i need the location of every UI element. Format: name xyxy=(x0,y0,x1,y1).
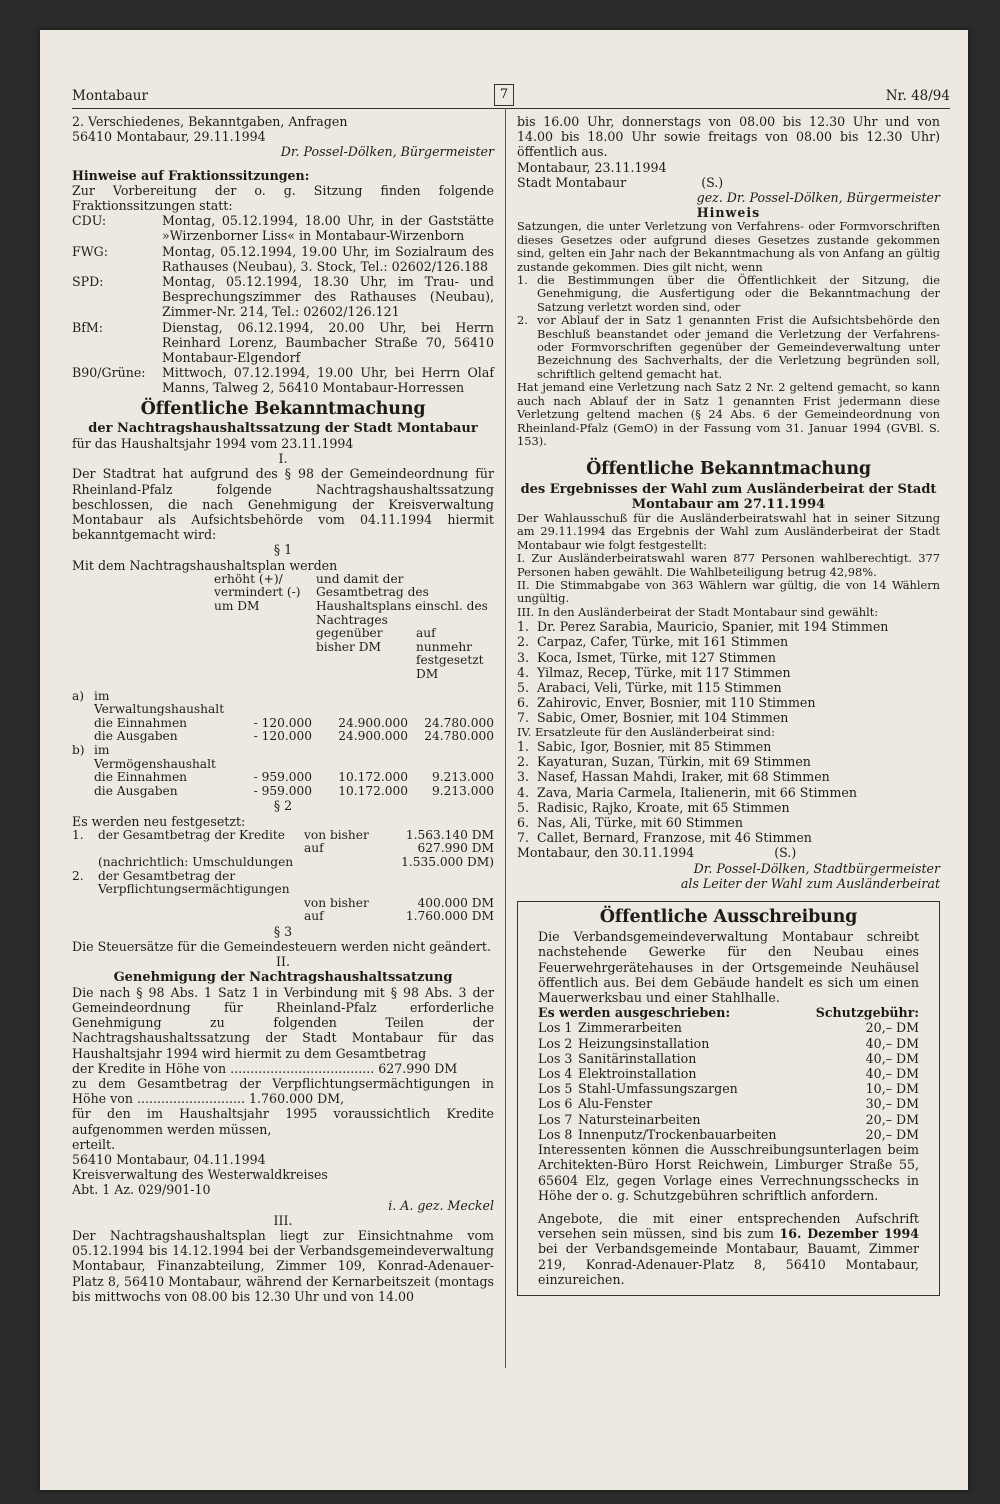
agenda-date: 56410 Montabaur, 29.11.1994 xyxy=(72,129,266,145)
elected-list xyxy=(517,619,940,725)
genehmigung-line: der Kredite in Höhe von .................................... 627.990 DM xyxy=(72,1060,458,1076)
list-text: Sabic, Omer, Bosnier, mit 104 Stimmen xyxy=(537,710,789,726)
fraktion-details: Montag, 05.12.1994, 18.30 Uhr, im Trau- und Besprechungszimmer des Rathauses (Neubau), Zimmer-Nr. 214, Tel.: 02602/126.121 xyxy=(162,274,494,320)
fraktion-row xyxy=(72,213,494,243)
auslegung-org xyxy=(517,175,940,190)
agenda-signature: Dr. Possel-Dölken, Bürgermeister xyxy=(280,144,494,160)
ausschreibung-text-3 xyxy=(538,1211,919,1287)
hinweis-heading: Hinweis xyxy=(696,205,761,221)
wahl-text: Der Wahlausschuß für die Ausländerbeiratswahl hat in seiner Sitzung am 29.11.1994 das Ergebnis der Wahl zum Ausländerbeirat der Stadt Montabaur wie folgt festgestellt: xyxy=(517,510,940,552)
los-fee: 40,– DM xyxy=(865,1035,919,1051)
list-item xyxy=(538,1036,919,1051)
los-name: Innenputz/Trockenbauarbeiten xyxy=(578,1126,777,1142)
fraktion-row xyxy=(72,365,494,395)
seal-mark: (S.) xyxy=(774,845,797,861)
left-column xyxy=(72,114,494,1304)
list-text: Nasef, Hassan Mahdi, Iraker, mit 68 Stimmen xyxy=(537,769,830,785)
los-name: Heizungsinstallation xyxy=(578,1035,710,1051)
list-text: die Bestimmungen über die Öffentlichkeit der Sitzung, die Genehmigung, die Ausfertigung oder die Bekanntmachung der Satzung verletzt worden sind, oder xyxy=(537,273,940,314)
cell-value: 10.172.000 xyxy=(338,770,408,785)
list-text: Nas, Ali, Türke, mit 60 Stimmen xyxy=(537,815,744,831)
list-text: vor Ablauf der in Satz 1 genannten Frist die Aufsichtsbehörde den Beschluß beanstandet oder jemand die Verletzung der Verfahrens- oder Formvorschriften gegenüber der Gemeindeverwaltung unter Bezeichnung des Sachverhalts, der die Verletzung begründen soll, schriftlich geltend gemacht hat. xyxy=(537,313,940,381)
los-number: Los 6 xyxy=(538,1096,573,1112)
list-item xyxy=(538,1112,919,1127)
genehmigung-line: erteilt. xyxy=(72,1136,116,1152)
los-name: Zimmerarbeiten xyxy=(578,1020,682,1036)
genehmigung-az: Abt. 1 Az. 029/901-10 xyxy=(72,1182,211,1198)
paragraph-3-heading: § 3 xyxy=(273,923,293,939)
list-text: Arabaci, Veli, Türke, mit 115 Stimmen xyxy=(537,680,782,695)
wahl-result-1: I. Zur Ausländerbeiratswahl waren 877 Personen wahlberechtigt. 377 Personen haben gewählt. Die Wahlbeteiligung betrug 42,98%. xyxy=(517,551,940,579)
hinweis-text: Satzungen, die unter Verletzung von Verfahrens- oder Formvorschriften dieses Gesetzes oder aufgrund dieses Gesetzes zustande gekommen sind, gelten ein Jahr nach der Bekanntmachung als von Anfang an gültig zustande gekommen. Dies gilt nicht, wenn xyxy=(517,219,940,274)
list-text: Koca, Ismet, Türke, mit 127 Stimmen xyxy=(537,649,776,665)
deadline-suffix: bei der Verbandsgemeinde Montabaur, Bauamt, Zimmer 219, Konrad-Adenauer-Platz 8, 56410 Montabaur, einzureichen. xyxy=(538,1241,919,1287)
lose-header-left: Es werden ausgeschrieben: xyxy=(538,1005,731,1021)
fraktion-details: Dienstag, 06.12.1994, 20.00 Uhr, bei Herrn Reinhard Lorenz, Baumbacher Straße 70, 56410 Montabaur-Elgendorf xyxy=(162,319,494,366)
cell-label: die Ausgaben xyxy=(94,729,178,744)
header-town: Montabaur xyxy=(72,88,148,104)
genehmigung-text: Die nach § 98 Abs. 1 Satz 1 in Verbindung mit § 98 Abs. 3 der Gemeindeordnung für Rheinland-Pfalz erforderliche Genehmigung zu folgenden Teilen der Nachtragshaushaltssatzung der Stadt Montabaur für das Haushaltsjahr 1994 wird hiermit zu dem Gesamtbetrag xyxy=(72,984,494,1061)
item-to: auf xyxy=(304,841,324,856)
los-fee: 20,– DM xyxy=(865,1020,919,1036)
hinweis-end: Hat jemand eine Verletzung nach Satz 2 Nr. 2 geltend gemacht, so kann auch nach Ablauf der in Satz 1 genannten Frist jedermann diese Verletzung geltend machen (§ 24 Abs. 6 der Gemeindeordnung von Rheinland-Pfalz (GemO) in der Fassung vom 31. Januar 1994 (GVBl. S. 153). xyxy=(517,380,940,448)
list-number: 4. xyxy=(517,784,530,800)
wahl-date-line xyxy=(517,845,940,860)
list-item xyxy=(517,619,940,634)
list-number: 1. xyxy=(517,739,530,755)
list-item xyxy=(538,1096,919,1111)
list-item xyxy=(517,695,940,710)
item-number: 2. xyxy=(72,868,84,883)
table-row xyxy=(72,785,494,799)
los-fee: 40,– DM xyxy=(865,1050,919,1066)
paragraph-3-text: Die Steuersätze für die Gemeindesteuern werden nicht geändert. xyxy=(72,939,491,955)
budget-table xyxy=(72,573,494,799)
list-text: Radisic, Rajko, Kroate, mit 65 Stimmen xyxy=(537,799,790,815)
list-text: Yilmaz, Recep, Türke, mit 117 Stimmen xyxy=(537,664,791,680)
list-item xyxy=(538,1081,919,1096)
list-item xyxy=(517,274,940,314)
deadline-prefix: Angebote, die mit einer entsprechenden Aufschrift versehen sein müssen, sind bis zum xyxy=(538,1210,919,1242)
cell-value: 24.780.000 xyxy=(424,729,494,744)
list-item xyxy=(538,1066,919,1081)
list-number: 5. xyxy=(517,799,530,815)
row-label-vermoegen-text: im Vermögenshaushalt xyxy=(94,743,216,771)
ausschreibung-text-2: Interessenten können die Ausschreibungsunterlagen beim Architekten-Büro Horst Reichwein, Limburger Straße 55, 65604 Elz, gegen Vorlage eines Verrechnungsschecks in Höhe der o. g. Schutzgebühren schriftlich anfordern. xyxy=(538,1142,919,1203)
list-item xyxy=(517,815,940,830)
lose-list xyxy=(538,1020,919,1142)
los-number: Los 7 xyxy=(538,1111,573,1127)
table-row xyxy=(72,730,494,744)
list-item xyxy=(517,739,940,754)
fraktion-details: Montag, 05.12.1994, 18.00 Uhr, in der Gaststätte »Wirzenborner Liss« in Montabaur-Wirzenborn xyxy=(162,213,494,244)
bekanntmachung-title: Öffentliche Bekanntmachung xyxy=(140,398,426,419)
list-item xyxy=(517,785,940,800)
col-header-change: erhöht (+)/ vermindert (-) um DM xyxy=(214,571,301,614)
list-item xyxy=(517,634,940,649)
item-note: (nachrichtlich: Umschuldungen xyxy=(98,854,294,869)
cell-value: - 959.000 xyxy=(253,783,312,798)
list-number: 1. xyxy=(517,273,528,288)
list-item xyxy=(517,710,940,725)
fraktion-row xyxy=(72,244,494,274)
wahl-result-4: IV. Ersatzleute für den Ausländerbeirat sind: xyxy=(517,724,775,739)
list-text: Dr. Perez Sarabia, Mauricio, Spanier, mit 194 Stimmen xyxy=(537,619,889,635)
cell-value: 24.780.000 xyxy=(424,715,494,730)
list-number: 6. xyxy=(517,815,530,831)
cell-label: die Einnahmen xyxy=(94,715,188,730)
item-value: 1.760.000 DM xyxy=(405,909,494,924)
los-name: Alu-Fenster xyxy=(578,1096,653,1112)
item-from: von bisher xyxy=(304,895,369,910)
list-text: Carpaz, Cafer, Türke, mit 161 Stimmen xyxy=(537,634,789,650)
paragraph-intro: Der Stadtrat hat aufgrund des § 98 der Gemeindeordnung für Rheinland-Pfalz folgende Nachtragshaushaltssatzung beschlossen, die nach Genehmigung der Kreisverwaltung Montabaur als Aufsichtsbehörde vom 04.11.1994 hiermit bekanntgemacht wird: xyxy=(72,466,494,543)
fraktion-party: FWG: xyxy=(72,243,108,259)
wahl-subtitle: des Ergebnisses der Wahl zum Ausländerbeirat der Stadt Montabaur am 27.11.1994 xyxy=(520,481,937,512)
list-number: 6. xyxy=(517,695,530,711)
paragraph-2-heading: § 2 xyxy=(273,798,293,814)
fraktion-heading: Hinweise auf Fraktionssitzungen: xyxy=(72,167,310,183)
list-item xyxy=(538,1127,919,1142)
genehmigung-org: Kreisverwaltung des Westerwaldkreises xyxy=(72,1167,328,1183)
genehmigung-date: 56410 Montabaur, 04.11.1994 xyxy=(72,1152,266,1167)
list-text: Zahirovic, Enver, Bosnier, mit 110 Stimmen xyxy=(537,695,816,711)
cell-value: 24.900.000 xyxy=(338,729,408,744)
newspaper-page xyxy=(40,30,968,1490)
item-label: der Gesamtbetrag der Verpflichtungsermächtigungen xyxy=(98,868,290,897)
fraktion-party: BfM: xyxy=(72,319,104,335)
wahl-signature: Dr. Possel-Dölken, Stadtbürgermeister xyxy=(693,860,940,876)
table-row xyxy=(72,771,494,785)
auslegung-date: Montabaur, 23.11.1994 xyxy=(517,159,667,175)
fraktion-row xyxy=(72,320,494,366)
fraktion-list xyxy=(72,213,494,395)
los-name: Elektroinstallation xyxy=(578,1066,697,1082)
lose-header xyxy=(538,1005,919,1020)
los-number: Los 3 xyxy=(538,1050,573,1066)
page-number: 7 xyxy=(494,84,514,106)
auslegung-text: Der Nachtragshaushaltsplan liegt zur Einsichtnahme vom 05.12.1994 bis 14.12.1994 bei der Verbandsgemeindeverwaltung Montabaur, Finanzabteilung, Zimmer 109, Konrad-Adenauer-Platz 8, 56410 Montabaur, während der Kernarbeitszeit (montags bis mittwochs von 08.00 bis 12.30 Uhr und von 14.00 xyxy=(72,1228,494,1304)
wahl-date: Montabaur, den 30.11.1994 xyxy=(517,845,695,861)
paragraph-1-heading: § 1 xyxy=(273,542,293,558)
bekanntmachung-subtitle: der Nachtragshaushaltssatzung der Stadt Montabaur xyxy=(88,420,478,436)
fraktion-party: SPD: xyxy=(72,274,104,290)
los-number: Los 4 xyxy=(538,1066,573,1082)
cell-value: 9.213.000 xyxy=(431,783,494,798)
list-item xyxy=(517,769,940,784)
los-fee: 10,– DM xyxy=(865,1081,919,1097)
right-column xyxy=(517,114,940,1296)
item-value: 400.000 DM xyxy=(417,895,494,910)
list-item xyxy=(517,754,940,769)
item-value: 1.563.140 DM xyxy=(405,827,494,842)
cell-value: - 120.000 xyxy=(253,729,312,744)
los-number: Los 2 xyxy=(538,1035,573,1051)
section-roman-3: III. xyxy=(273,1212,293,1228)
list-text: Kayaturan, Suzan, Türkin, mit 69 Stimmen xyxy=(537,754,811,770)
credit-table xyxy=(72,829,494,924)
cell-value: 24.900.000 xyxy=(338,715,408,730)
list-item xyxy=(538,1051,919,1066)
list-number: 2. xyxy=(517,754,530,770)
wahl-result-2: II. Die Stimmabgabe von 363 Wählern war gültig, die von 14 Wählern ungültig. xyxy=(517,577,940,606)
ausschreibung-text: Die Verbandsgemeindeverwaltung Montabaur schreibt nachstehende Gewerke für den Neubau eines Feuerwehrgerätehauses in der Ortsgemeinde Neuhäusel öffentlich aus. Bei dem Gebäude handelt es sich um einen Mauerwerksbau und einer Stahlhalle. xyxy=(538,929,919,1006)
list-text: Sabic, Igor, Bosnier, mit 85 Stimmen xyxy=(537,739,772,755)
row-marker-a: a) xyxy=(72,688,85,703)
column-divider xyxy=(505,108,506,1368)
genehmigung-signature: i. A. gez. Meckel xyxy=(388,1197,494,1213)
paragraph-1-intro: Mit dem Nachtragshaushaltsplan werden xyxy=(72,557,338,573)
table-row xyxy=(72,717,494,731)
genehmigung-heading: Genehmigung der Nachtragshaushaltssatzung xyxy=(113,969,453,985)
list-item xyxy=(517,665,940,680)
item-number: 1. xyxy=(72,827,84,842)
fraktion-details: Montag, 05.12.1994, 19.00 Uhr, im Sozialraum des Rathauses (Neubau), 3. Stock, Tel.: 02602/126.188 xyxy=(162,243,494,274)
fraktion-row xyxy=(72,274,494,320)
auslegung-continued: bis 16.00 Uhr, donnerstags von 08.00 bis 12.30 Uhr und von 14.00 bis 18.00 Uhr sowie freitags von 08.00 bis 12.30 Uhr) öffentlich aus. xyxy=(517,114,940,160)
cell-label: die Ausgaben xyxy=(94,783,178,798)
col-header-total: und damit der Gesamtbetrag des Haushaltsplans einschl. des Nachtrages xyxy=(316,571,488,627)
item-label: der Gesamtbetrag der Kredite xyxy=(98,827,285,842)
item-to: auf xyxy=(304,909,324,924)
header-rule xyxy=(72,108,950,109)
fraktion-intro: Zur Vorbereitung der o. g. Sitzung finden folgende Fraktionssitzungen statt: xyxy=(72,182,494,214)
auslegung-signature: gez. Dr. Possel-Dölken, Bürgermeister xyxy=(696,190,940,206)
cell-value: 10.172.000 xyxy=(338,783,408,798)
list-number: 7. xyxy=(517,830,530,846)
col-header-before: gegenüber bisher DM xyxy=(316,626,383,654)
wahl-signature-role: als Leiter der Wahl zum Ausländerbeirat xyxy=(680,875,940,891)
list-text: Zava, Maria Carmela, Italienerin, mit 66 Stimmen xyxy=(537,784,857,800)
cell-label: die Einnahmen xyxy=(94,770,188,785)
paragraph-2-intro: Es werden neu festgesetzt: xyxy=(72,813,246,829)
los-fee: 30,– DM xyxy=(865,1096,919,1112)
list-number: 2. xyxy=(517,313,528,328)
item-value: 1.535.000 DM) xyxy=(401,854,494,869)
list-number: 3. xyxy=(517,649,530,665)
auslegung-org-name: Stadt Montabaur xyxy=(517,174,627,190)
ausschreibung-title: Öffentliche Ausschreibung xyxy=(599,907,858,928)
wahl-result-3: III. In den Ausländerbeirat der Stadt Montabaur sind gewählt: xyxy=(517,604,879,619)
los-name: Stahl-Umfassungszargen xyxy=(578,1081,738,1097)
los-name: Natursteinarbeiten xyxy=(578,1111,701,1127)
los-fee: 40,– DM xyxy=(865,1066,919,1082)
wahl-title: Öffentliche Bekanntmachung xyxy=(586,459,871,480)
list-item xyxy=(517,800,940,815)
col-header-now: auf nunmehr festgesetzt DM xyxy=(416,626,484,682)
genehmigung-line: zu dem Gesamtbetrag der Verpflichtungsermächtigungen in Höhe von ........................... 1.760.000 DM, xyxy=(72,1075,494,1107)
list-number: 5. xyxy=(517,680,530,695)
deadline-date: 16. Dezember 1994 xyxy=(779,1226,919,1242)
los-fee: 20,– DM xyxy=(865,1111,919,1127)
list-number: 7. xyxy=(517,710,530,726)
fraktion-details: Mittwoch, 07.12.1994, 19.00 Uhr, bei Herrn Olaf Manns, Talweg 2, 56410 Montabaur-Horressen xyxy=(162,365,494,396)
list-item xyxy=(517,680,940,695)
los-number: Los 8 xyxy=(538,1126,573,1142)
list-number: 3. xyxy=(517,769,530,785)
row-label-vermoegen xyxy=(94,744,494,771)
substitute-list xyxy=(517,739,940,845)
seal-mark: (S.) xyxy=(701,174,724,190)
los-fee: 20,– DM xyxy=(865,1126,919,1142)
item-value: 627.990 DM xyxy=(417,841,494,856)
lose-header-right: Schutzgebühr: xyxy=(815,1005,919,1021)
section-roman-2: II. xyxy=(276,954,290,970)
issue-number: Nr. 48/94 xyxy=(885,88,950,104)
list-item xyxy=(517,830,940,845)
bekanntmachung-subtitle-2: für das Haushaltsjahr 1994 vom 23.11.1994 xyxy=(72,436,354,452)
row-marker-b: b) xyxy=(72,743,85,758)
list-item xyxy=(538,1020,919,1035)
los-number: Los 5 xyxy=(538,1081,573,1097)
row-label-verwaltung xyxy=(94,682,494,717)
agenda-item: 2. Verschiedenes, Bekanntgaben, Anfragen xyxy=(72,114,348,129)
genehmigung-line: für den im Haushaltsjahr 1995 voraussichtlich Kredite aufgenommen werden müssen, xyxy=(72,1106,494,1137)
cell-value: - 120.000 xyxy=(253,715,312,730)
los-number: Los 1 xyxy=(538,1020,573,1036)
row-label-verwaltung-text: im Verwaltungshaushalt xyxy=(94,688,225,717)
fraktion-party: B90/Grüne: xyxy=(72,365,146,381)
list-item xyxy=(517,650,940,665)
los-name: Sanitärinstallation xyxy=(578,1050,697,1066)
list-item xyxy=(517,314,940,381)
fraktion-party: CDU: xyxy=(72,213,107,229)
list-number: 4. xyxy=(517,664,530,680)
list-number: 1. xyxy=(517,619,530,635)
list-text: Callet, Bernard, Franzose, mit 46 Stimmen xyxy=(537,830,812,846)
ausschreibung-box xyxy=(517,901,940,1296)
section-roman-1: I. xyxy=(278,451,288,467)
item-from: von bisher xyxy=(304,827,369,842)
cell-value: 9.213.000 xyxy=(431,770,494,785)
list-number: 2. xyxy=(517,634,530,650)
cell-value: - 959.000 xyxy=(253,770,312,785)
